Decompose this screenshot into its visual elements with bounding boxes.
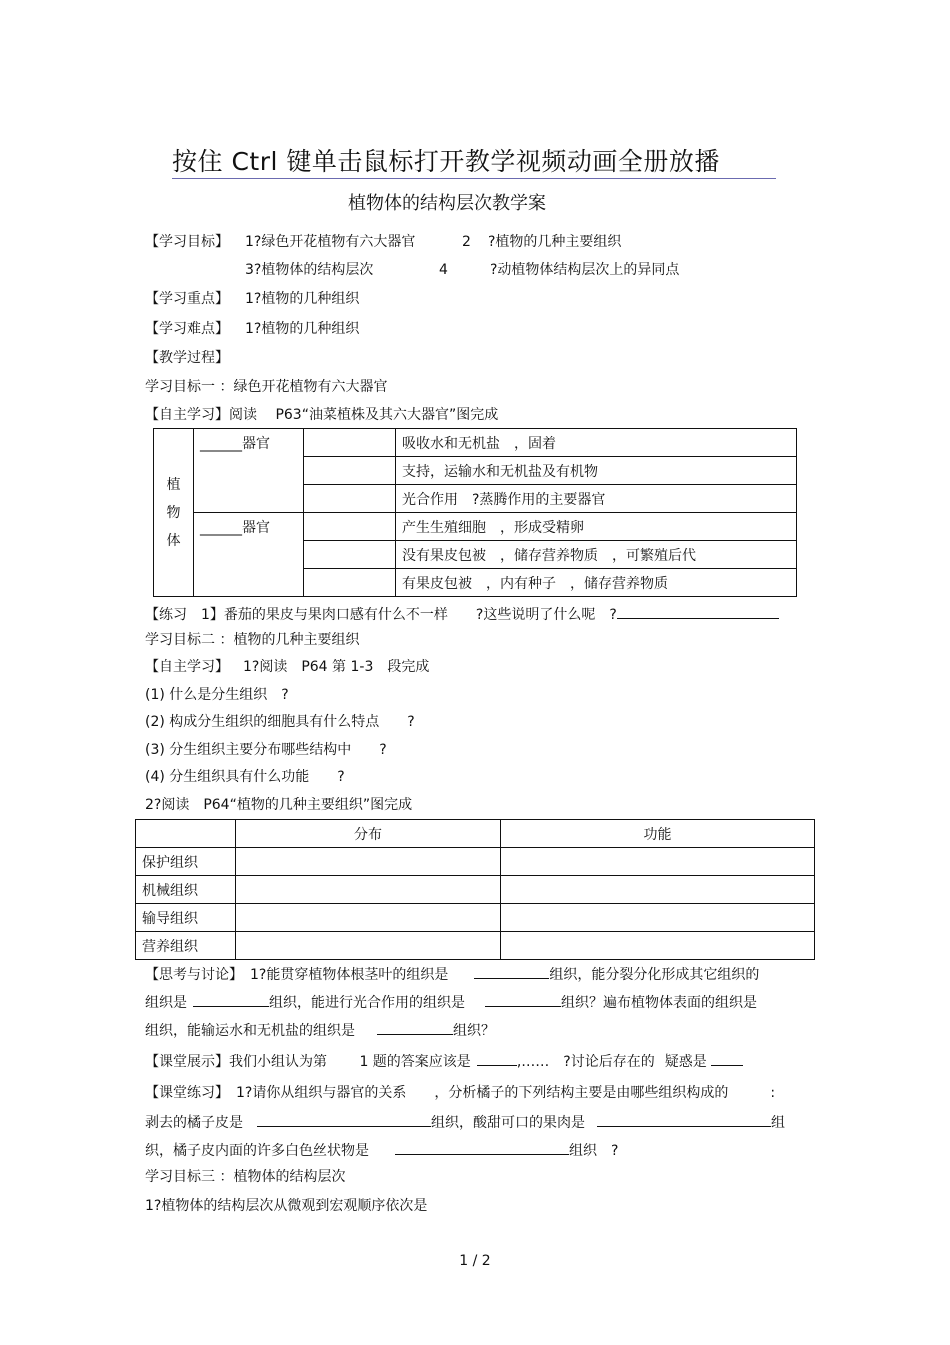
- tissue-name-cell: 机械组织: [136, 876, 236, 904]
- goal-4-number: 4: [439, 262, 448, 278]
- goal-4: ?动植物体结构层次上的异同点: [490, 262, 680, 278]
- discussion-text: 组织，能分裂分化形成其它组织的: [549, 967, 760, 983]
- organ-blank-cell: [304, 485, 396, 513]
- goal-two-heading: 学习目标二 ：植物的几种主要组织: [145, 632, 360, 648]
- answer-blank: [395, 1140, 569, 1155]
- goal-three-heading: 学习目标三 ：植物体的结构层次: [145, 1169, 346, 1185]
- organ-function-cell: 有果皮包被 ，内有种子 ，储存营养物质: [396, 569, 797, 597]
- discussion-line-2: [145, 992, 757, 1012]
- table-header-cell: 功能: [501, 820, 815, 848]
- answer-blank: [257, 1112, 431, 1127]
- class-show-text: 疑惑是: [664, 1054, 707, 1070]
- tissue-name-cell: 保护组织: [136, 848, 236, 876]
- discussion-text: 组织是: [145, 995, 187, 1011]
- goal-one-heading: 学习目标一 ：绿色开花植物有六大器官: [145, 379, 388, 395]
- answer-blank: [474, 964, 549, 979]
- difficulty-text: 1?植物的几种组织: [245, 321, 360, 337]
- order-question: 1?植物体的结构层次从微观到宏观顺序依次是: [145, 1198, 428, 1214]
- practice-line-1: 【课堂练习】 1?请你从组织与器官的关系 ，分析橘子的下列结构主要是由哪些组织构成的 :: [145, 1085, 776, 1101]
- document-title: 植物体的结构层次教学案: [348, 193, 546, 214]
- practice-text: 组织 ?: [569, 1143, 619, 1159]
- difficulty-label: 【学习难点】: [145, 321, 229, 337]
- key-point-label: 【学习重点】: [145, 291, 229, 307]
- goal-2: ?植物的几种主要组织: [488, 234, 622, 250]
- class-show-line: [145, 1051, 743, 1071]
- self-study-two-text: 1?阅读 P64 第 1-3 段完成: [243, 659, 430, 675]
- practice-text: 组织，酸甜可口的果肉是: [431, 1115, 585, 1131]
- organ-blank-cell: [304, 429, 396, 457]
- self-study-one: [145, 406, 498, 424]
- question-2: (2) 构成分生组织的细胞具有什么特点 ?: [145, 714, 415, 730]
- answer-blank: [485, 992, 561, 1007]
- goal-2-number: 2: [462, 234, 471, 250]
- question-1: (1) 什么是分生组织 ?: [145, 687, 289, 703]
- class-show-text: ,…… ?讨论后存在的: [516, 1054, 655, 1070]
- plant-label-cell: [154, 429, 194, 597]
- practice-line-2: [145, 1112, 785, 1132]
- table-header-cell: [136, 820, 236, 848]
- organ-blank-cell: [304, 541, 396, 569]
- plant-char-2: 物: [166, 504, 181, 521]
- answer-blank: [711, 1051, 743, 1066]
- exercise-1: [145, 604, 779, 624]
- tissue-blank-cell: [236, 848, 501, 876]
- tissue-name-cell: 输导组织: [136, 904, 236, 932]
- answer-blank: [617, 604, 779, 619]
- class-show-text: 【课堂展示】我们小组认为第 1 题的答案应该是: [145, 1054, 471, 1070]
- tissue-blank-cell: [501, 876, 815, 904]
- self-study-two-label: 【自主学习】: [145, 659, 229, 675]
- video-banner-link[interactable]: 按住 Ctrl 键单击鼠标打开教学视频动画全册放播: [172, 147, 720, 176]
- organ-function-cell: 支持，运输水和无机盐及有机物: [396, 457, 797, 485]
- organ-table: [153, 428, 797, 597]
- tissue-blank-cell: [501, 932, 815, 960]
- tissue-name-cell: 营养组织: [136, 932, 236, 960]
- exercise-1-text: 【练习 1】番茄的果皮与果肉口感有什么不一样 ?这些说明了什么呢 ?: [145, 607, 617, 623]
- tissue-blank-cell: [501, 904, 815, 932]
- self-study-one-label: 【自主学习】: [145, 407, 229, 423]
- question-4: (4) 分生组织具有什么功能 ?: [145, 769, 345, 785]
- tissue-blank-cell: [236, 876, 501, 904]
- discussion-line-3: [145, 1020, 495, 1040]
- plant-char-3: 体: [166, 532, 181, 549]
- tissue-table: [135, 819, 815, 960]
- discussion-text: 组织？遍布植物体表面的组织是: [561, 995, 757, 1011]
- organ-function-cell: 光合作用 ?蒸腾作用的主要器官: [396, 485, 797, 513]
- answer-blank: [377, 1020, 453, 1035]
- discussion-text: 组织？: [453, 1023, 495, 1039]
- self-study-two: [145, 658, 429, 676]
- page-number: 1 / 2: [459, 1253, 491, 1269]
- goal-3: 3?植物体的结构层次: [245, 262, 374, 278]
- practice-text: 剥去的橘子皮是: [145, 1115, 243, 1131]
- organ-group-2: ______器官: [194, 513, 304, 597]
- table-header-cell: 分布: [236, 820, 501, 848]
- answer-blank: [193, 992, 269, 1007]
- goals-label: 【学习目标】: [145, 234, 229, 250]
- organ-blank-cell: [304, 513, 396, 541]
- organ-blank-cell: [304, 569, 396, 597]
- discussion-text: 组织，能进行光合作用的组织是: [269, 995, 465, 1011]
- practice-text: 组: [771, 1115, 785, 1131]
- read-two: 2?阅读 P64“植物的几种主要组织”图完成: [145, 797, 413, 813]
- process-label: 【教学过程】: [145, 350, 229, 366]
- organ-blank-cell: [304, 457, 396, 485]
- question-3: (3) 分生组织主要分布哪些结构中 ?: [145, 742, 387, 758]
- banner-underline: [172, 178, 776, 179]
- organ-function-cell: 吸收水和无机盐 ，固着: [396, 429, 797, 457]
- self-study-one-text: 阅读 P63“油菜植株及其六大器官”图完成: [229, 407, 499, 423]
- discussion-text: 组织，能输运水和无机盐的组织是: [145, 1023, 355, 1039]
- tissue-blank-cell: [236, 904, 501, 932]
- plant-char-1: 植: [166, 476, 181, 493]
- discussion-text: 【思考与讨论】 1?能贯穿植物体根茎叶的组织是: [145, 967, 449, 983]
- practice-text: 织，橘子皮内面的许多白色丝状物是: [145, 1143, 369, 1159]
- organ-function-cell: 产生生殖细胞 ，形成受精卵: [396, 513, 797, 541]
- key-point-text: 1?植物的几种组织: [245, 291, 360, 307]
- organ-group-1: ______器官: [194, 429, 304, 513]
- discussion-line-1: [145, 964, 759, 984]
- goal-1: 1?绿色开花植物有六大器官: [245, 234, 416, 250]
- organ-function-cell: 没有果皮包被 ，储存营养物质 ，可繁殖后代: [396, 541, 797, 569]
- practice-line-3: [145, 1140, 618, 1160]
- tissue-blank-cell: [501, 848, 815, 876]
- answer-blank: [477, 1051, 517, 1066]
- answer-blank: [597, 1112, 771, 1127]
- tissue-blank-cell: [236, 932, 501, 960]
